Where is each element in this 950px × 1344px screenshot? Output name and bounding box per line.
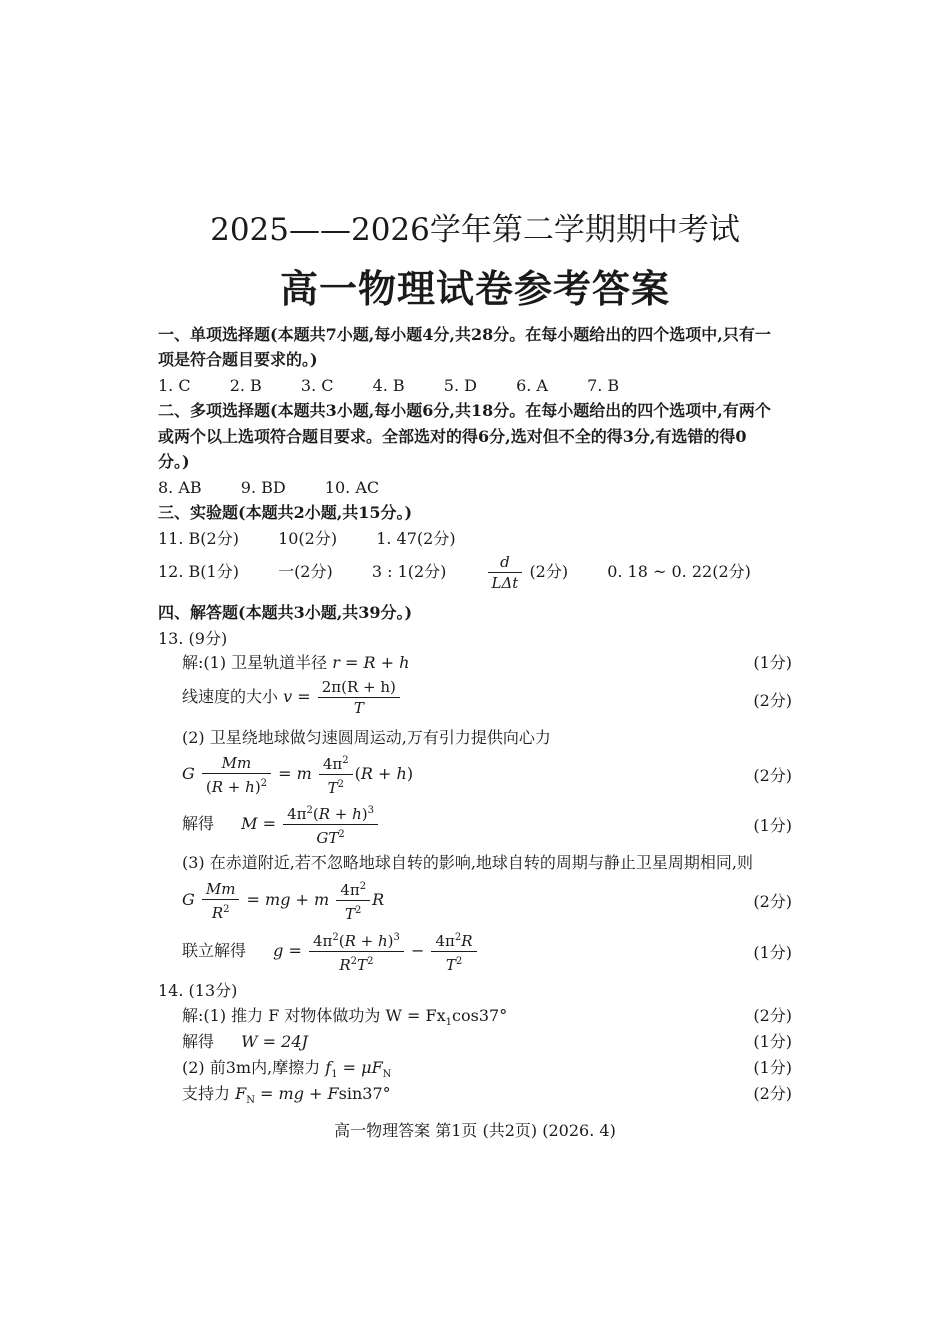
q11-part-1: 11. B(2分) [158,529,239,548]
q14-step-3-text: (2) 前3m内,摩擦力 [182,1058,321,1077]
answer-2: 2. B [229,376,262,395]
q12-frac-num: d [500,553,510,571]
q13-velocity-fraction [318,678,400,717]
answer-8: 8. AB [158,478,202,497]
q11-part-2: 10(2分) [278,529,338,548]
answer-6: 6. A [516,376,548,395]
section-2-heading: 二、多项选择题(本题共3小题,每小题6分,共18分。在每小题给出的四个选项中,有两个 [158,401,771,420]
q13-points-2: (2分) [753,691,792,710]
q14-work-result: W = 24J [241,1032,308,1051]
q13-points-6: (1分) [753,943,792,962]
q13-velocity-den: T [353,699,364,717]
q14-points-1: (2分) [753,1006,792,1025]
q12-frac-den: LΔt [491,574,519,592]
q12-part-4: (2分) [529,562,569,581]
section-2-heading-cont: 或两个以上选项符合题目要求。全部选对的得6分,选对但不全的得3分,有选错的得0 [158,427,747,446]
q12-part-3: 3 : 1(2分) [371,562,447,581]
section-1-heading-cont: 项是符合题目要求的。) [158,350,318,369]
q14-step-4-text: 支持力 [182,1084,231,1103]
q13-combined-label: 联立解得 [182,941,247,960]
q12-fraction [488,553,523,592]
section-1-answers [158,373,619,398]
q13-step-2 [182,678,402,717]
q11-part-3: 1. 47(2分) [376,529,456,548]
answer-3: 3. C [300,376,334,395]
answer-5: 5. D [443,376,477,395]
q13-step-2-v: v = [283,687,311,706]
answer-10: 10. AC [324,478,380,497]
q13-step-1-eq: r = R + h [332,653,410,672]
question-11-answers [158,526,456,551]
q12-part-1: 12. B(1分) [158,562,239,581]
q12-part-2: 一(2分) [278,562,333,581]
q12-part-5: 0. 18 ~ 0. 22(2分) [607,562,751,581]
q13-solve-label: 解得 [182,814,215,833]
answer-4: 4. B [372,376,405,395]
section-2-heading-end: 分。) [158,452,190,471]
question-14-label: 14. (13分) [158,981,238,1000]
q13-equator-equation: G $\frac{Mm}{R^2}$ = mg + m $\frac{4\pi^2}{T^2}$ R [182,879,385,923]
q13-step-1 [182,650,409,675]
section-4-heading: 四、解答题(本题共3小题,共39分。) [158,603,413,622]
q13-points-4: (1分) [753,816,792,835]
q13-velocity-num: 2π(R + h) [318,678,400,698]
answer-1: 1. C [158,376,191,395]
answer-7: 7. B [587,376,620,395]
q14-step-2 [182,1029,308,1054]
question-12-answers [158,553,751,592]
q14-step-1-tail: cos37° [452,1006,508,1025]
section-2-answers [158,475,379,500]
q13-gravity-equation: G $\frac{Mm}{(R + h)^2}$ = m $\frac{4\pi^2}{T^2}$ (R + h) [182,753,414,797]
q13-points-5: (2分) [753,892,792,911]
section-1-heading: 一、单项选择题(本题共7小题,每小题4分,共28分。在每小题给出的四个选项中,只有一 [158,325,771,344]
q13-step-2-text: 线速度的大小 [182,687,279,706]
q14-step-3: (2) 前3m内,摩擦力 $f_1 = \mu F_N$ [182,1058,392,1081]
q14-points-3: (1分) [753,1058,792,1077]
q13-g-result: 联立解得 g = $\frac{4\pi^2(R + h)^3}{R^2T^2}$ − $\frac{4\pi^2R}{T^2}$ [182,929,479,974]
answer-key-title: 高一物理试卷参考答案 [279,266,670,311]
q14-step-1-text: 解:(1) 推力 F 对物体做功为 W = Fx [182,1006,446,1025]
q14-points-2: (1分) [753,1032,792,1051]
q14-solve-label: 解得 [182,1032,215,1051]
q14-points-4: (2分) [753,1084,792,1103]
q13-points-3: (2分) [753,766,792,785]
q13-points-1: (1分) [753,653,792,672]
section-3-heading: 三、实验题(本题共2小题,共15分。) [158,503,413,522]
answer-9: 9. BD [240,478,286,497]
q13-step-3: (2) 卫星绕地球做匀速圆周运动,万有引力提供向心力 [182,728,551,747]
page-footer: 高一物理答案 第1页 (共2页) (2026. 4) [334,1121,616,1140]
exam-title: 2025——2026学年第二学期期中考试 [210,212,740,248]
q13-step-6: (3) 在赤道附近,若不忽略地球自转的影响,地球自转的周期与静止卫星周期相同,则 [182,853,754,872]
q13-mass-result: 解得 M = $\frac{4\pi^2(R + h)^3}{GT^2}$ [182,802,380,847]
q13-step-1-text: 解:(1) 卫星轨道半径 [182,653,328,672]
q14-step-4: 支持力 $F_N$ = mg + Fsin37° [182,1084,391,1107]
q14-step-1: 解:(1) 推力 F 对物体做功为 $W = Fx_1\cos 37^\circ$ [182,1006,508,1029]
question-13-label: 13. (9分) [158,629,228,648]
